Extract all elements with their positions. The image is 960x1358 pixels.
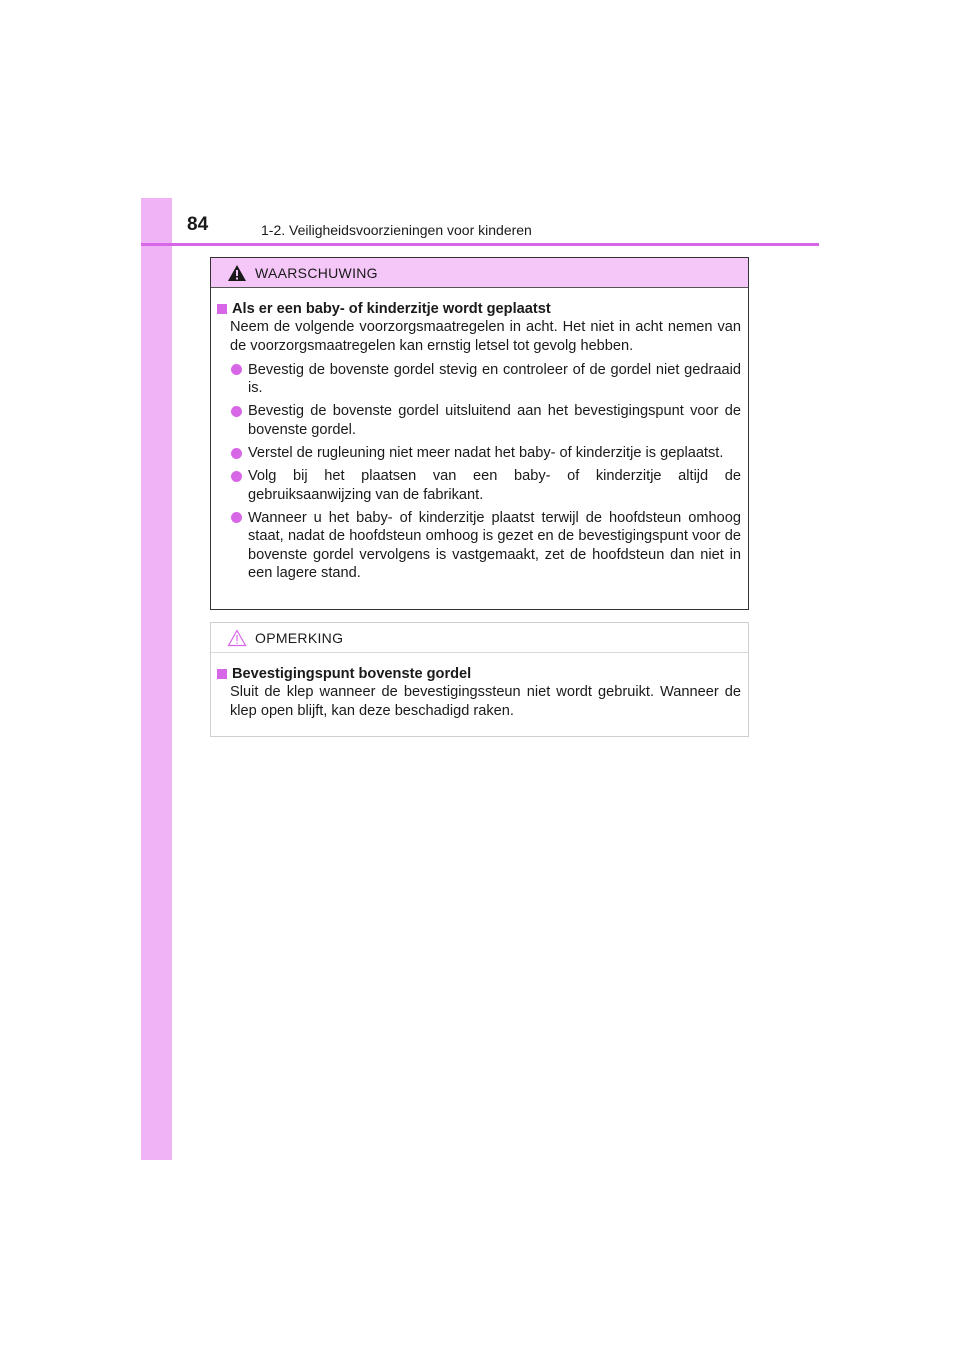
bullet-dot-icon: [231, 512, 242, 523]
warning-triangle-icon: [227, 264, 247, 282]
bullet-dot-icon: [231, 471, 242, 482]
list-item: Verstel de rugleuning niet meer nadat het baby- of kinderzitje is geplaatst.: [216, 444, 741, 462]
warning-box: [210, 257, 749, 610]
warning-label: WAARSCHUWING: [255, 265, 378, 281]
header-rule: [141, 243, 819, 246]
list-item: Volg bij het plaatsen van een baby- of kinderzitje altijd de gebruiksaanwijzing van de fabrikant.: [216, 467, 741, 504]
square-bullet-icon: [217, 669, 227, 679]
bullet-dot-icon: [231, 364, 242, 375]
bullet-dot-icon: [231, 406, 242, 417]
bullet-dot-icon: [231, 448, 242, 459]
note-heading: [216, 665, 741, 683]
chapter-side-tab: [141, 198, 172, 1160]
square-bullet-icon: [217, 304, 227, 314]
list-item: Wanneer u het baby- of kinderzitje plaatst terwijl de hoofdsteun omhoog staat, nadat de hoofdsteun omhoog is gezet en de bevestigingspunt voor de bovenste gordel vervolgens is vastgemaakt, zet de hoofdsteun dan niet in een lagere stand.: [216, 509, 741, 582]
page-number: 84: [187, 214, 209, 235]
warning-header: [211, 258, 748, 288]
warning-heading: [216, 300, 741, 318]
note-label: OPMERKING: [255, 630, 344, 646]
note-text: Sluit de klep wanneer de bevestigingssteun niet wordt gebruikt. Wanneer de klep open blijft, kan deze beschadigd raken.: [230, 684, 741, 719]
warning-body: [211, 288, 748, 582]
warning-intro: Neem de volgende voorzorgsmaatregelen in acht. Het niet in acht nemen van de voorzorgsmaatregelen kan ernstig letsel tot gevolg hebben.: [230, 319, 741, 354]
note-header: [211, 623, 748, 653]
warning-heading-text: Als er een baby- of kinderzitje wordt geplaatst: [232, 301, 551, 317]
section-title: 1-2. Veiligheidsvoorzieningen voor kinderen: [261, 222, 532, 238]
list-item: Bevestig de bovenste gordel stevig en controleer of de gordel niet gedraaid is.: [216, 361, 741, 398]
caution-triangle-outline-icon: [227, 629, 247, 647]
warning-bullet-list: [216, 361, 741, 582]
note-body: [211, 653, 748, 720]
note-heading-text: Bevestigingspunt bovenste gordel: [232, 666, 472, 682]
note-box: [210, 622, 749, 737]
list-item: Bevestig de bovenste gordel uitsluitend aan het bevestigingspunt voor de bovenste gordel.: [216, 402, 741, 439]
